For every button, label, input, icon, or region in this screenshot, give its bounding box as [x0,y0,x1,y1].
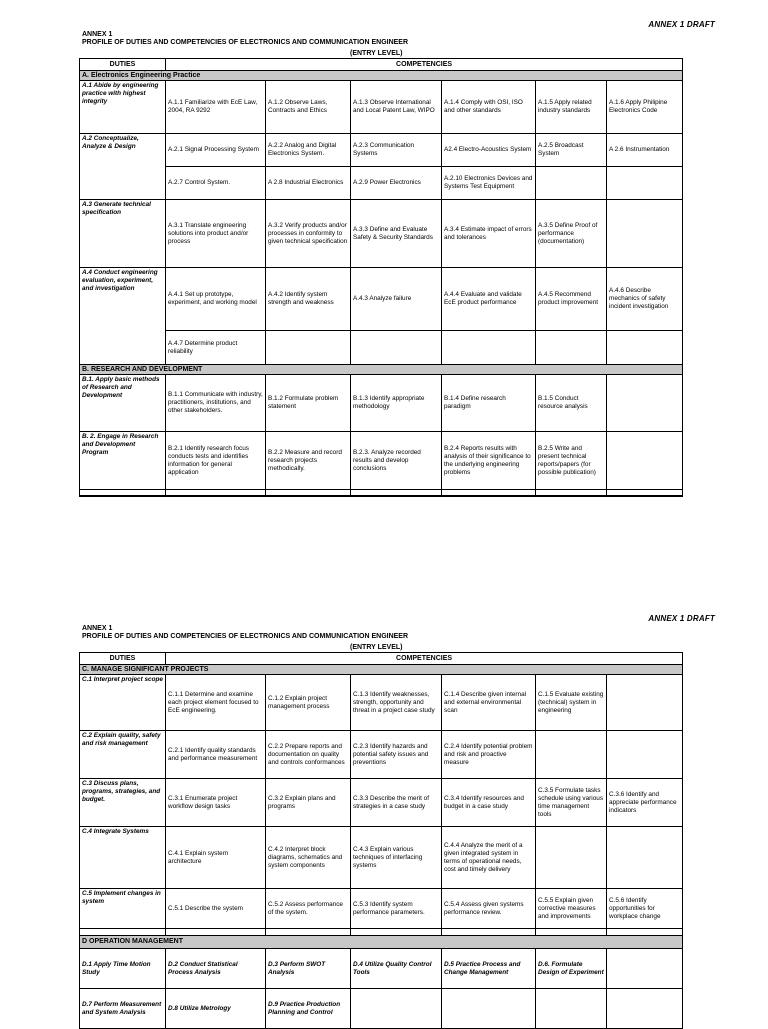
competency-cell: A.1.4 Comply with OSI, ISO and other standards [442,81,536,134]
duty-cell: D.2 Conduct Statistical Process Analysis [166,949,266,989]
duty-cell: C.2 Explain quality, safety and risk management [80,731,166,779]
competency-cell: C.2.4 Identify potential problem and risk and proactive measure [442,731,536,779]
competency-cell: A.2.9 Power Electronics [351,167,442,200]
col-duties: DUTIES [80,59,166,71]
competency-cell: A 2.8 Industrial Electronics [266,167,351,200]
duties-table-1 [79,58,683,497]
table-end-row [607,490,683,496]
duty-cell [607,949,683,989]
competency-cell: C.3.5 Formulate tasks schedule using various time management tools [536,779,607,827]
competency-cell: B.1.5 Conduct resource analysis [536,375,607,432]
competency-cell: C.4.4 Analyze the merit of a given integrated system in terms of operational needs, cost and timely delivery [442,827,536,889]
competency-cell: A.4.5 Recommend product improvement [536,268,607,331]
duty-cell: C.3 Discuss plans, programs, strategies, and budget. [80,779,166,827]
annex-label: ANNEX 1 [82,31,113,38]
competency-cell: C.4.2 Interpret block diagrams, schematics and system components [266,827,351,889]
duty-cell [351,989,442,1029]
duties-table-2 [79,652,683,1029]
competency-cell [607,331,683,365]
duty-cell [607,989,683,1029]
duty-cell: D.3 Perform SWOT Analysis [266,949,351,989]
duty-cell: D.6. Formulate Design of Experiment [536,949,607,989]
competency-cell: C.2.1 Identify quality standards and performance measurement [166,731,266,779]
competency-cell: C.3.4 Identify resources and budget in a case study [442,779,536,827]
competency-cell [536,827,607,889]
duty-cell: D.4 Utilize Quality Control Tools [351,949,442,989]
duty-cell: D.9 Practice Production Planning and Control [266,989,351,1029]
profile-title: PROFILE OF DUTIES AND COMPETENCIES OF ELECTRONICS AND COMMUNICATION ENGINEER [82,633,409,640]
competency-cell: B.1.1 Communicate with industry, practitioners, institutions, and other stakeholders. [166,375,266,432]
competency-cell: A.2.2 Analog and Digital Electronics System. [266,134,351,167]
competency-cell: A.3.5 Define Proof of performance (documentation) [536,200,607,268]
competency-cell: A.2.1 Signal Processing System [166,134,266,167]
competency-cell: A.4.6 Describe mechanics of safety incident investigation [607,268,683,331]
competency-cell: C.4.1 Explain system architecture [166,827,266,889]
competency-cell: A.4.7 Determine product reliability [166,331,266,365]
competency-cell: A.3.3 Define and Evaluate Safety & Security Standards [351,200,442,268]
competency-cell [536,167,607,200]
competency-cell: A.1.1 Familiarize with EcE Law, 2004, RA 9292 [166,81,266,134]
competency-cell: A.4.3 Analyze failure [351,268,442,331]
col-competencies: COMPETENCIES [166,59,683,71]
duty-cell: C.5 Implement changes in system [80,889,166,929]
profile-title: PROFILE OF DUTIES AND COMPETENCIES OF ELECTRONICS AND COMMUNICATION ENGINEER [82,39,409,46]
competency-cell: C.3.3 Describe the merit of strategies in a case study [351,779,442,827]
table-end-row [266,490,351,496]
competency-cell [607,675,683,731]
section-header: A. Electronics Engineering Practice [80,71,683,81]
duty-cell: A.2 Conceptualize, Analyze & Design [80,134,166,200]
competency-cell: A.1.3 Observe International and Local Patent Law, WIPO [351,81,442,134]
competency-cell: C.5.3 Identify system performance parameters. [351,889,442,929]
competency-cell: C.5.1 Describe the system [166,889,266,929]
competency-cell: B.1.3 Identify appropriate methodology [351,375,442,432]
table-end-row [536,490,607,496]
col-duties: DUTIES [80,653,166,665]
competency-cell: C.5.4 Assess given systems performance review. [442,889,536,929]
competency-cell: A.2.5 Broadcast System [536,134,607,167]
spacer-cell [442,929,536,936]
competency-cell: A 2.6 Instrumentation [607,134,683,167]
duty-cell: C.1 Interpret project scope [80,675,166,731]
competency-cell [536,331,607,365]
competency-cell [607,200,683,268]
competency-cell: C.1.5 Evaluate existing (technical) system in engineering [536,675,607,731]
competency-cell: A.1.2 Observe Laws, Contracts and Ethics [266,81,351,134]
col-competencies: COMPETENCIES [166,653,683,665]
spacer-cell [607,929,683,936]
competency-cell [607,167,683,200]
competency-cell: B.2.3. Analyze recorded results and develop conclusions [351,432,442,490]
competency-cell: C.3.1 Enumerate project workflow design tasks [166,779,266,827]
competency-cell [607,731,683,779]
entry-level: (ENTRY LEVEL) [350,644,403,651]
duty-cell [536,989,607,1029]
competency-cell: B.2.5 Write and present technical reports/papers (for possible publication) [536,432,607,490]
competency-cell [266,331,351,365]
draft-label: ANNEX 1 DRAFT [648,614,715,623]
competency-cell: C.4.3 Explain various techniques of interfacing systems [351,827,442,889]
duty-cell: D.5 Practice Process and Change Management [442,949,536,989]
spacer-cell [351,929,442,936]
spacer-cell [266,929,351,936]
competency-cell: C.1.3 Identify weaknesses, strength, opportunity and threat in a project case study [351,675,442,731]
section-header: D OPERATION MANAGEMENT [80,936,683,949]
spacer-cell [80,929,166,936]
competency-cell: A.2.7 Control System. [166,167,266,200]
competency-cell: C.2.3 Identify hazards and potential safety issues and preventions [351,731,442,779]
competency-cell: A2.4 Electro-Acoustics System [442,134,536,167]
competency-cell: C.1.2 Explain project management process [266,675,351,731]
competency-cell: A.3.1 Translate engineering solutions into product and/or process [166,200,266,268]
duty-cell: B. 2. Engage in Research and Development Program [80,432,166,490]
table-end-row [442,490,536,496]
duty-cell: A.1 Abide by engineering practice with highest integrity [80,81,166,134]
competency-cell: B.2.1 Identify research focus conducts tests and identifies information for general application [166,432,266,490]
duty-cell: D.8 Utilize Metrology [166,989,266,1029]
section-header: B. RESEARCH AND DEVELOPMENT [80,365,683,375]
competency-cell: A.4.4 Evaluate and validate EcE product performance [442,268,536,331]
competency-cell [536,731,607,779]
competency-cell: A.1.5 Apply related industry standards [536,81,607,134]
competency-cell: A.1.6 Apply Philipine Electronics Code [607,81,683,134]
duty-cell: C.4 Integrate Systems [80,827,166,889]
competency-cell: C.2.2 Prepare reports and documentation on quality and controls conformances [266,731,351,779]
competency-cell: C.1.1 Determine and examine each project element focused to EcE engineering. [166,675,266,731]
duty-cell: A.3 Generate technical specification [80,200,166,268]
competency-cell [351,331,442,365]
annex-label: ANNEX 1 [82,625,113,632]
spacer-cell [536,929,607,936]
competency-cell [607,375,683,432]
competency-cell: C.1.4 Describe given internal and external environmental scan [442,675,536,731]
spacer-cell [166,929,266,936]
competency-cell: B.1.2 Formulate problem statement [266,375,351,432]
duty-cell: B.1. Apply basic methods of Research and Development [80,375,166,432]
table-end-row [166,490,266,496]
competency-cell: B.1.4 Define research paradigm [442,375,536,432]
competency-cell: C.3.6 Identify and appreciate performance indicators [607,779,683,827]
competency-cell [607,827,683,889]
competency-cell: C.3.2 Explain plans and programs [266,779,351,827]
draft-label: ANNEX 1 DRAFT [648,20,715,29]
table-end-row [80,490,166,496]
entry-level: (ENTRY LEVEL) [350,50,403,57]
competency-cell: B.2.2 Measure and record research projects methodically. [266,432,351,490]
duty-cell: A.4 Conduct engineering evaluation, experiment, and investigation [80,268,166,365]
competency-cell: A.4.1 Set up prototype, experiment, and working model [166,268,266,331]
competency-cell [607,432,683,490]
competency-cell: C.5.5 Explain given corrective measures and improvements [536,889,607,929]
section-header: C. MANAGE SIGNIFICANT PROJECTS [80,665,683,675]
competency-cell: A.2.10 Electronics Devices and Systems Test Equipment [442,167,536,200]
duty-cell: D.7 Perform Measurement and System Analysis [80,989,166,1029]
competency-cell: A.3.2 Verify products and/or processes in conformity to given technical specification [266,200,351,268]
duty-cell: D.1 Apply Time Motion Study [80,949,166,989]
competency-cell: C.5.6 Identify opportunities for workplace change [607,889,683,929]
competency-cell: C.5.2 Assess performance of the system. [266,889,351,929]
competency-cell: A.4.2 Identify system strength and weakness [266,268,351,331]
competency-cell [442,331,536,365]
competency-cell: A.2.3 Communication Systems [351,134,442,167]
table-end-row [351,490,442,496]
competency-cell: A.3.4 Estimate impact of errors and tolerances [442,200,536,268]
competency-cell: B.2.4 Reports results with analysis of their significance to the underlying engineering problems [442,432,536,490]
duty-cell [442,989,536,1029]
